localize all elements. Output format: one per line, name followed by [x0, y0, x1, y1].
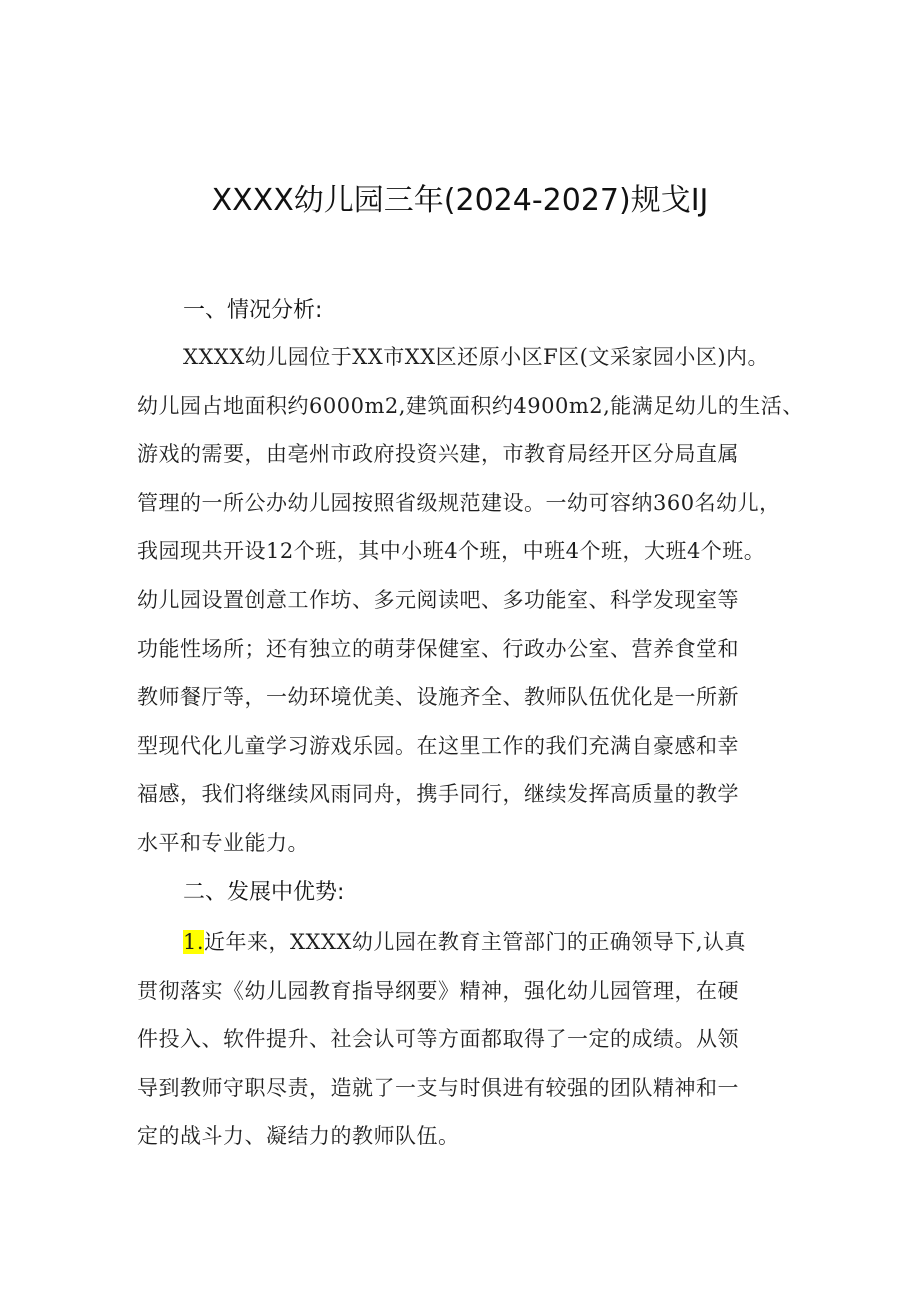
paragraph-line: 游戏的需要，由亳州市政府投资兴建，市教育局经开区分局直属	[137, 442, 739, 467]
paragraph-line-text: 近年来，XXXX幼儿园在教育主管部门的正确领导下,认真	[204, 930, 747, 954]
paragraph-line: 导到教师守职尽责，造就了一支与时俱进有较强的团队精神和一	[137, 1075, 739, 1100]
section-heading-situation-analysis: 一、情况分析:	[183, 298, 323, 323]
paragraph-line: 教师餐厅等，一幼环境优美、设施齐全、教师队伍优化是一所新	[137, 685, 739, 710]
paragraph-line: 型现代化儿童学习游戏乐园。在这里工作的我们充满自豪感和幸	[137, 733, 739, 758]
item-number-highlight: 1.	[183, 930, 205, 954]
paragraph-line: 贯彻落实《幼儿园教育指导纲要》精神，强化幼儿园管理，在硬	[137, 978, 739, 1003]
section-body-development-advantages	[137, 918, 807, 1161]
section-heading-development-advantages: 二、发展中优势:	[183, 880, 345, 905]
paragraph-line: 功能性场所；还有独立的萌芽保健室、行政办公室、营养食堂和	[137, 636, 739, 661]
paragraph-line: 我园现共开设12个班，其中小班4个班，中班4个班，大班4个班。	[137, 539, 766, 564]
paragraph-line: 定的战斗力、凝结力的教师队伍。	[137, 1124, 460, 1149]
document-title: XXXX幼儿园三年(2024-2027)规戈IJ	[211, 183, 709, 218]
paragraph-line: 幼儿园占地面积约6000m2,建筑面积约4900m2,能满足幼儿的生活、	[137, 393, 804, 418]
paragraph-line: 水平和专业能力。	[137, 830, 309, 855]
paragraph-line	[137, 918, 807, 967]
paragraph-line: XXXX幼儿园位于XX市XX区还原小区F区(文采家园小区)内。	[183, 345, 770, 369]
paragraph-line: 福感，我们将继续风雨同舟，携手同行，继续发挥高质量的教学	[137, 782, 739, 807]
paragraph-line: 幼儿园设置创意工作坊、多元阅读吧、多功能室、科学发现室等	[137, 587, 739, 612]
paragraph-line: 件投入、软件提升、社会认可等方面都取得了一定的成绩。从领	[137, 1027, 739, 1052]
section-body-situation-analysis	[137, 333, 807, 868]
paragraph-line: 管理的一所公办幼儿园按照省级规范建设。一幼可容纳360名幼儿，	[137, 490, 781, 515]
